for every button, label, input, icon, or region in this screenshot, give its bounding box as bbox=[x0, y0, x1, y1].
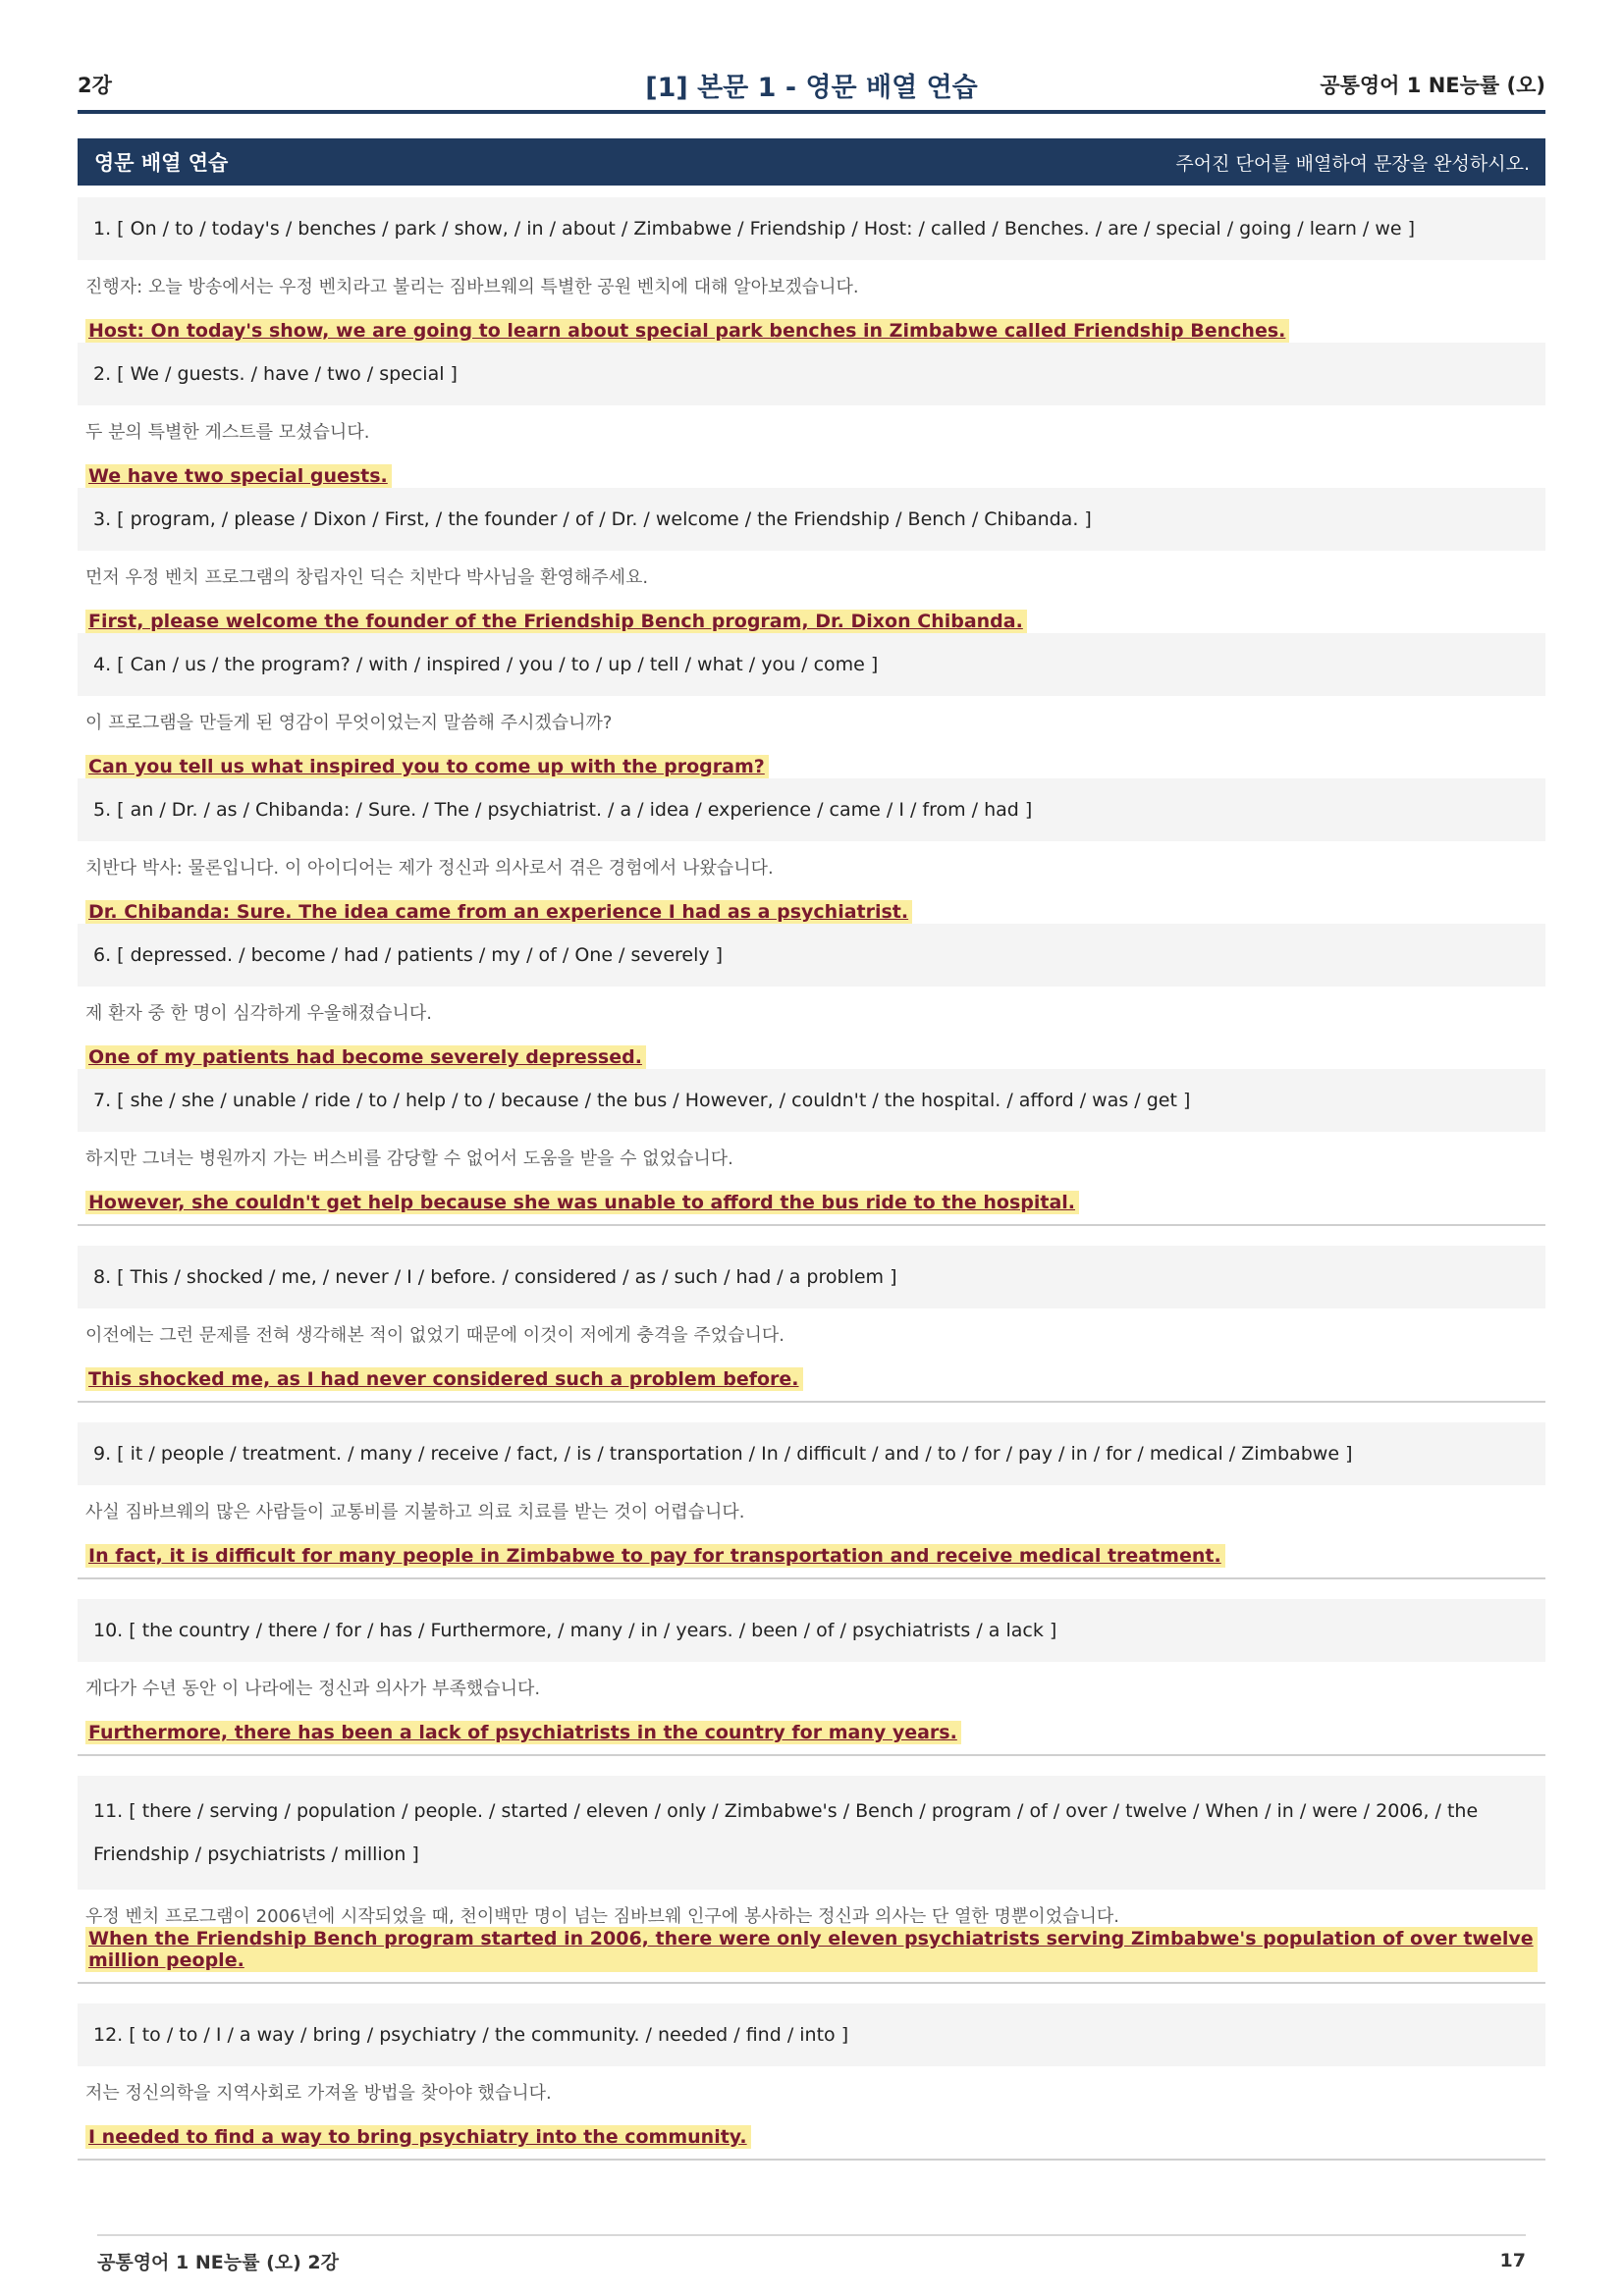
exercise-item bbox=[78, 488, 1545, 633]
scrambled-words: 9. [ it / people / treatment. / many / receive / fact, / is / transportation / In / difficult / and / to / for / pay / in / for / medical / Zimbabwe ] bbox=[78, 1422, 1545, 1485]
answer-row bbox=[78, 1536, 1545, 1568]
answer-row bbox=[78, 456, 1545, 488]
answer-sentence: However, she couldn't get help because she was unable to afford the bus ride to the hospital. bbox=[85, 1191, 1079, 1214]
answer-sentence: Host: On today's show, we are going to learn about special park benches in Zimbabwe called Friendship Benches. bbox=[85, 319, 1289, 343]
scrambled-words: 1. [ On / to / today's / benches / park / show, / in / about / Zimbabwe / Friendship / Host: / called / Benches. / are / special / going / learn / we ] bbox=[78, 197, 1545, 260]
answer-sentence: In fact, it is difficult for many people in Zimbabwe to pay for transportation and receive medical treatment. bbox=[85, 1544, 1225, 1568]
item-divider bbox=[78, 1982, 1545, 1984]
scrambled-words: 8. [ This / shocked / me, / never / I / before. / considered / as / such / had / a problem ] bbox=[78, 1246, 1545, 1308]
scrambled-words: 7. [ she / she / unable / ride / to / help / to / because / the bus / However, / couldn't / the hospital. / afford / was / get ] bbox=[78, 1069, 1545, 1132]
answer-sentence: Dr. Chibanda: Sure. The idea came from an experience I had as a psychiatrist. bbox=[85, 900, 912, 924]
korean-translation: 진행자: 오늘 방송에서는 우정 벤치라고 불리는 짐바브웨의 특별한 공원 벤치에 대해 알아보겠습니다. bbox=[85, 277, 859, 297]
korean-translation: 저는 정신의학을 지역사회로 가져올 방법을 찾아야 했습니다. bbox=[85, 2083, 552, 2104]
footer-book-lesson: 공통영어 1 NE능률 (오) 2강 bbox=[97, 2251, 339, 2273]
item-divider bbox=[78, 1577, 1545, 1579]
answer-sentence: When the Friendship Bench program started in 2006, there were only eleven psychiatrists serving Zimbabwe's population of over twelve million people. bbox=[85, 1927, 1538, 1972]
exercise-item bbox=[78, 1422, 1545, 1579]
exercise-item bbox=[78, 1246, 1545, 1403]
section-instruction: 주어진 단어를 배열하여 문장을 완성하시오. bbox=[1175, 152, 1530, 175]
section-title: 영문 배열 연습 bbox=[94, 151, 229, 175]
exercise-item bbox=[78, 197, 1545, 343]
page-number: 17 bbox=[1499, 2250, 1526, 2271]
scrambled-words: 6. [ depressed. / become / had / patients / my / of / One / severely ] bbox=[78, 924, 1545, 987]
exercise-list bbox=[78, 197, 1545, 2180]
exercise-item bbox=[78, 633, 1545, 778]
scrambled-words: 12. [ to / to / I / a way / bring / psychiatry / the community. / needed / find / into ] bbox=[78, 2003, 1545, 2066]
answer-row bbox=[78, 1038, 1545, 1069]
exercise-item bbox=[78, 2003, 1545, 2161]
exercise-item bbox=[78, 343, 1545, 488]
exercise-item bbox=[78, 924, 1545, 1069]
page-title: [1] 본문 1 - 영문 배열 연습 bbox=[645, 72, 978, 103]
scrambled-words: 11. [ there / serving / population / people. / started / eleven / only / Zimbabwe's / Bench / program / of / over / twelve / When / in / were / 2006, / the Friendship / psychiatrists / million ] bbox=[78, 1776, 1545, 1890]
korean-translation: 두 분의 특별한 게스트를 모셨습니다. bbox=[85, 422, 370, 443]
korean-translation: 우정 벤치 프로그램이 2006년에 시작되었을 때, 천이백만 명이 넘는 짐바브웨 인구에 봉사하는 정신과 의사는 단 열한 명뿐이었습니다. bbox=[85, 1906, 1119, 1927]
answer-row bbox=[78, 1928, 1545, 1972]
scrambled-words: 3. [ program, / please / Dixon / First, / the founder / of / Dr. / welcome / the Friendship / Bench / Chibanda. ] bbox=[78, 488, 1545, 551]
page-header bbox=[78, 59, 1545, 114]
lesson-label: 2강 bbox=[78, 74, 112, 97]
answer-sentence: This shocked me, as I had never considered such a problem before. bbox=[85, 1367, 803, 1391]
answer-sentence: Furthermore, there has been a lack of psychiatrists in the country for many years. bbox=[85, 1721, 961, 1744]
korean-translation: 먼저 우정 벤치 프로그램의 창립자인 딕슨 치반다 박사님을 환영해주세요. bbox=[85, 567, 649, 588]
answer-row bbox=[78, 747, 1545, 778]
exercise-item bbox=[78, 1069, 1545, 1226]
scrambled-words: 2. [ We / guests. / have / two / special ] bbox=[78, 343, 1545, 405]
exercise-item bbox=[78, 1599, 1545, 1756]
item-divider bbox=[78, 1401, 1545, 1403]
answer-row bbox=[78, 1713, 1545, 1744]
korean-translation: 치반다 박사: 물론입니다. 이 아이디어는 제가 정신과 의사로서 겪은 경험에서 나왔습니다. bbox=[85, 858, 774, 879]
korean-translation: 게다가 수년 동안 이 나라에는 정신과 의사가 부족했습니다. bbox=[85, 1679, 541, 1699]
item-divider bbox=[78, 1224, 1545, 1226]
answer-sentence: We have two special guests. bbox=[85, 464, 392, 488]
item-divider bbox=[78, 2159, 1545, 2161]
korean-translation: 이전에는 그런 문제를 전혀 생각해본 적이 없었기 때문에 이것이 저에게 충격을 주었습니다. bbox=[85, 1325, 785, 1346]
answer-row bbox=[78, 311, 1545, 343]
korean-translation: 사실 짐바브웨의 많은 사람들이 교통비를 지불하고 의료 치료를 받는 것이 어렵습니다. bbox=[85, 1502, 745, 1522]
item-divider bbox=[78, 1754, 1545, 1756]
answer-row bbox=[78, 1183, 1545, 1214]
answer-sentence: One of my patients had become severely depressed. bbox=[85, 1045, 646, 1069]
korean-translation: 이 프로그램을 만들게 된 영감이 무엇이었는지 말씀해 주시겠습니까? bbox=[85, 713, 613, 733]
answer-row bbox=[78, 2117, 1545, 2149]
section-bar bbox=[78, 138, 1545, 186]
exercise-item bbox=[78, 778, 1545, 924]
book-title: 공통영어 1 NE능률 (오) bbox=[1320, 74, 1545, 97]
scrambled-words: 5. [ an / Dr. / as / Chibanda: / Sure. / The / psychiatrist. / a / idea / experience / came / I / from / had ] bbox=[78, 778, 1545, 841]
answer-row bbox=[78, 602, 1545, 633]
korean-translation: 제 환자 중 한 명이 심각하게 우울해졌습니다. bbox=[85, 1003, 433, 1024]
page-footer bbox=[97, 2234, 1526, 2285]
scrambled-words: 4. [ Can / us / the program? / with / inspired / you / to / up / tell / what / you / come ] bbox=[78, 633, 1545, 696]
answer-sentence: I needed to find a way to bring psychiatry into the community. bbox=[85, 2125, 751, 2149]
korean-translation: 하지만 그녀는 병원까지 가는 버스비를 감당할 수 없어서 도움을 받을 수 없었습니다. bbox=[85, 1148, 733, 1169]
exercise-item bbox=[78, 1776, 1545, 1984]
answer-sentence: First, please welcome the founder of the Friendship Bench program, Dr. Dixon Chibanda. bbox=[85, 610, 1027, 633]
answer-row bbox=[78, 1360, 1545, 1391]
scrambled-words: 10. [ the country / there / for / has / Furthermore, / many / in / years. / been / of / psychiatrists / a lack ] bbox=[78, 1599, 1545, 1662]
answer-row bbox=[78, 892, 1545, 924]
answer-sentence: Can you tell us what inspired you to come up with the program? bbox=[85, 755, 769, 778]
